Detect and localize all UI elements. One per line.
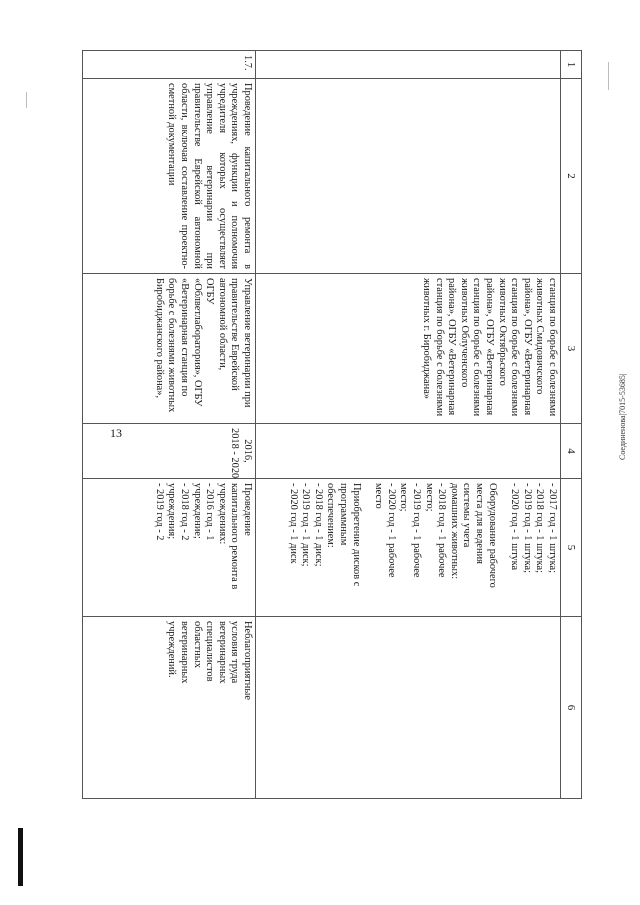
text-line: условия труда: [229, 621, 241, 684]
cell-problems: [83, 617, 256, 799]
cell-executors: [83, 274, 256, 424]
text-line: - 2019 год - 2: [153, 483, 165, 541]
text-line: - 2019 год - 1 диск;: [300, 483, 312, 567]
header-cell-4: 4: [561, 424, 582, 479]
text-line: «Ветеринарная станция по: [179, 278, 191, 397]
text-line: ветеринарных: [179, 621, 191, 684]
text-line: программным: [338, 483, 350, 546]
text-line: ОГБУ: [204, 278, 216, 305]
scan-tick-top: [608, 62, 609, 90]
text-line: борьбе с болезнями животных: [166, 278, 178, 413]
text-line: животных Облученского: [458, 278, 470, 388]
cell-number: [256, 51, 561, 79]
text-line: Оборудование рабочего: [486, 483, 498, 588]
text-line: учреждений.: [166, 621, 178, 678]
text-line: место;: [398, 483, 410, 512]
table-row-continued: [256, 51, 561, 799]
text-line: станция по борьбе с болезнями: [433, 278, 445, 417]
text-line: - 2020 год - 1 рабочее: [385, 483, 397, 578]
text-line: учреждения;: [166, 483, 178, 540]
program-table: [82, 50, 582, 799]
text-line: капитального ремонта в: [229, 483, 241, 590]
cell-period: [83, 424, 256, 479]
text-line: района», ОГБУ «Ветеринарная: [446, 278, 458, 416]
text-line: станция по борьбе с болезнями: [471, 278, 483, 417]
text-line: место: [373, 483, 385, 509]
header-cell-6: 6: [561, 617, 582, 799]
rotated-table-page: [82, 50, 582, 798]
text-line: «Облветлаборатория», ОГБУ: [191, 278, 203, 407]
text-line: животных Октябрьского: [496, 278, 508, 386]
cell-problems: [256, 617, 561, 799]
cell-period: [256, 424, 561, 479]
text-line: учреждениях:: [216, 483, 228, 545]
text-line: - 2020 год - 1 диск: [287, 483, 299, 564]
text-line: Проведение: [242, 483, 253, 536]
text-line: 2018 - 2020: [229, 428, 241, 479]
text-line: - 2016 год - 1: [204, 483, 216, 541]
text-line: - 2018 год - 2: [179, 483, 191, 541]
cell-measure: Проведение капитального ремонта в учреждениях, функции и полномочия учредителя которых осуществляет управление ветеринарии при правительстве Еврейской автономной области, включая составление проектно-сметной документации: [83, 79, 256, 274]
header-cell-3: 3: [561, 274, 582, 424]
text-line: областных: [191, 621, 203, 668]
cell-number: 1.7.: [83, 51, 256, 79]
cell-results: [256, 479, 561, 617]
text-line: Биробиджанского района»,: [153, 278, 165, 399]
text-line: станция по борьбе с болезнями: [509, 278, 521, 417]
text-line: специалистов: [204, 621, 216, 682]
header-cell-5: 5: [561, 479, 582, 617]
text-line: Неблагоприятные: [242, 621, 253, 700]
spacer: [498, 483, 508, 612]
spacer: [362, 483, 372, 612]
page-number: 13: [110, 426, 122, 440]
cell-results: [83, 479, 256, 617]
document-code: Соединенова|7015-53685|: [618, 373, 627, 460]
text-line: - 2019 год - 1 штука;: [521, 483, 533, 574]
text-line: обеспечением:: [325, 483, 337, 548]
text-line: - 2019 год - 1 рабочее: [411, 483, 423, 578]
cell-measure: [256, 79, 561, 274]
text-line: Приобретение дисков с: [350, 483, 362, 587]
text-line: учреждение;: [191, 483, 203, 539]
text-line: - 2018 год - 1 диск;: [312, 483, 324, 567]
text-line: района», ОГБУ «Ветеринарная: [521, 278, 533, 416]
text-line: - 2020 год - 1 штука: [509, 483, 521, 571]
header-row: [561, 51, 582, 799]
text-line: ветеринарных: [216, 621, 228, 684]
header-cell-2: 2: [561, 79, 582, 274]
table-row-1-7: [83, 51, 256, 799]
text-line: животных г. Биробиджана»: [421, 278, 433, 400]
scan-edge-mark: [18, 828, 23, 886]
text-line: 2016,: [242, 439, 253, 463]
text-line: правительстве Еврейской: [229, 278, 241, 391]
text-line: животных Смидовичского: [534, 278, 546, 395]
text-line: - 2017 год - 1 штука;: [547, 483, 558, 574]
text-line: - 2018 год - 1 рабочее: [436, 483, 448, 578]
text-line: Управление ветеринарии при: [242, 278, 253, 408]
cell-executors: [256, 274, 561, 424]
text-line: места для ведения: [474, 483, 486, 564]
text-line: - 2018 год - 1 штука;: [534, 483, 546, 574]
text-line: место;: [423, 483, 435, 512]
text-line: системы учета: [461, 483, 473, 548]
text-line: автономной области,: [216, 278, 228, 371]
text-line: района», ОГБУ «Ветеринарная: [484, 278, 496, 416]
scan-tick-top-2: [26, 92, 27, 108]
text-line: домашних животных:: [448, 483, 460, 580]
text-line: станция по борьбе с болезнями: [547, 278, 558, 417]
header-cell-1: 1: [561, 51, 582, 79]
